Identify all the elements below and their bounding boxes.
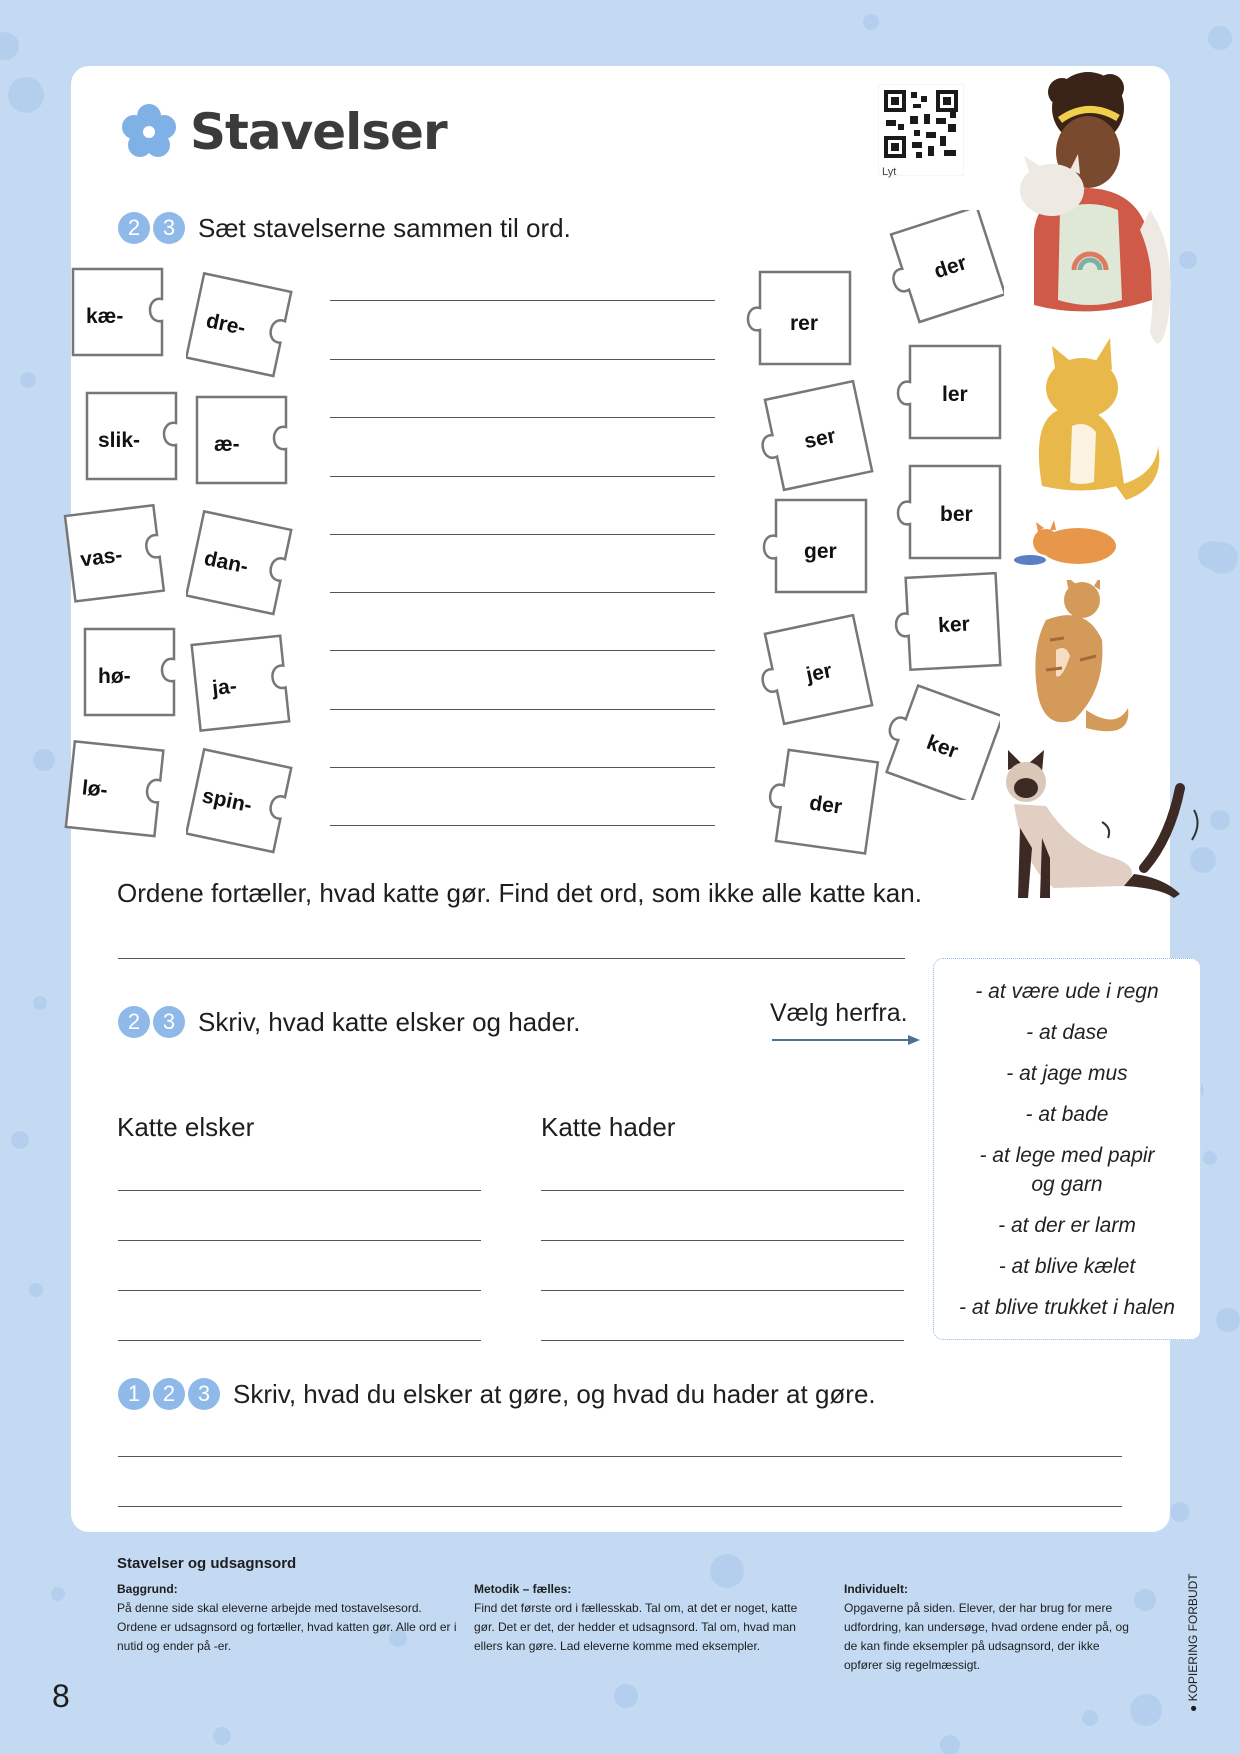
syllable-piece[interactable] (82, 626, 182, 722)
syllable-piece[interactable] (62, 736, 172, 844)
syllable-piece[interactable] (84, 390, 184, 486)
syllable-piece[interactable] (188, 630, 296, 738)
page-title: Stavelser (190, 103, 447, 161)
page-number: 8 (52, 1678, 70, 1714)
task2-header (118, 1006, 581, 1038)
syllable-piece[interactable] (880, 342, 1008, 442)
page-header (118, 100, 447, 164)
task1-instruction: Sæt stavelserne sammen til ord. (198, 212, 571, 243)
answer-line[interactable] (118, 1290, 481, 1291)
footer-column-background (117, 1580, 457, 1656)
syllable-piece[interactable] (748, 744, 882, 856)
answer-line[interactable] (330, 300, 715, 301)
syllable-text: spin- (200, 784, 254, 818)
footer-heading: Metodik – fælles: (474, 1582, 572, 1596)
syllable-text: slik- (98, 429, 141, 452)
footer-text: Opgaverne på siden. Elever, der har brug for mere udfordring, kan undersøge, hvad ordene ender på, og de kan finde eksempler på udsagnsord, der ikke opfører sig regelmæssigt. (844, 1601, 1129, 1672)
choice-item: - at bade (1025, 1103, 1109, 1126)
syllable-text: ber (940, 503, 973, 526)
level-badge: 2 (118, 1006, 150, 1038)
answer-line[interactable] (330, 709, 715, 710)
footer-column-individual (844, 1580, 1134, 1675)
choice-item: - at blive trukket i halen (959, 1296, 1175, 1319)
syllable-piece[interactable] (870, 210, 1004, 328)
copyright-icon: ● (1186, 1701, 1200, 1712)
syllable-piece[interactable] (746, 496, 874, 596)
choice-item: - at lege med papir og garn (979, 1144, 1155, 1196)
choice-item: - at være ude i regn (975, 980, 1159, 1003)
syllable-text: jer (804, 659, 835, 687)
answer-line[interactable] (541, 1340, 904, 1341)
syllable-text: ker (923, 730, 962, 764)
answer-line[interactable] (330, 650, 715, 651)
syllable-piece[interactable] (186, 510, 294, 618)
answer-line[interactable] (330, 476, 715, 477)
copyright-notice: ● KOPIERING FORBUDT (1186, 1573, 1200, 1712)
tabby-cat-illustration (1016, 580, 1136, 746)
syllable-text: ger (804, 540, 837, 563)
qr-code[interactable] (878, 84, 964, 176)
answer-line[interactable] (118, 1456, 1122, 1457)
yellow-cat-illustration (1016, 336, 1166, 512)
answer-line[interactable] (330, 534, 715, 535)
level-badge: 3 (153, 1006, 185, 1038)
syllable-piece[interactable] (186, 748, 294, 856)
footer-heading: Individuelt: (844, 1582, 908, 1596)
answer-line[interactable] (330, 825, 715, 826)
choose-label: Vælg herfra. (770, 999, 908, 1027)
syllable-piece[interactable] (740, 380, 874, 498)
answer-line[interactable] (118, 1190, 481, 1191)
syllable-text: rer (790, 312, 819, 335)
syllable-text: ja- (211, 674, 238, 701)
syllable-piece[interactable] (740, 614, 874, 732)
level-badge: 3 (188, 1378, 220, 1410)
flower-icon (118, 101, 180, 163)
syllable-text: dre- (204, 309, 248, 340)
choice-item: - at jage mus (1006, 1062, 1128, 1085)
answer-line[interactable] (330, 592, 715, 593)
qr-label: Lyt (882, 166, 897, 178)
syllable-piece[interactable] (70, 266, 170, 362)
kitten-eating-illustration (1008, 510, 1130, 572)
answer-line[interactable] (330, 417, 715, 418)
answer-line[interactable] (330, 767, 715, 768)
syllable-text: der (931, 251, 970, 284)
syllable-piece[interactable] (194, 394, 294, 490)
answer-line[interactable] (118, 958, 905, 959)
syllable-piece[interactable] (866, 682, 1000, 800)
syllable-text: der (807, 791, 844, 819)
answer-line[interactable] (330, 359, 715, 360)
footer-title: Stavelser og udsagnsord (117, 1555, 297, 1572)
syllable-piece[interactable] (880, 462, 1008, 562)
task3-header (118, 1378, 876, 1410)
task3-instruction: Skriv, hvad du elsker at gøre, og hvad du hader at gøre. (233, 1378, 876, 1409)
syllable-piece[interactable] (186, 272, 294, 380)
footer-heading: Baggrund: (117, 1582, 178, 1596)
answer-line[interactable] (118, 1240, 481, 1241)
syllable-text: dan- (202, 546, 251, 579)
answer-line[interactable] (541, 1240, 904, 1241)
siamese-cat-illustration (984, 748, 1204, 914)
syllable-text: kæ- (86, 305, 124, 328)
syllable-text: ler (942, 383, 968, 406)
level-badge: 2 (153, 1378, 185, 1410)
choice-item: - at blive kælet (998, 1255, 1136, 1278)
answer-line[interactable] (541, 1190, 904, 1191)
choice-box (933, 958, 1201, 1340)
syllable-piece[interactable] (62, 500, 172, 608)
syllable-text: hø- (98, 665, 131, 688)
col-love-heading: Katte elsker (117, 1112, 255, 1142)
answer-line[interactable] (541, 1290, 904, 1291)
task1-header (118, 212, 571, 244)
footer-column-method (474, 1580, 804, 1656)
syllable-text: vas- (79, 543, 124, 572)
level-badge: 2 (118, 212, 150, 244)
syllable-piece[interactable] (730, 268, 858, 368)
syllable-text: ker (937, 612, 971, 638)
footer-text: På denne side skal eleverne arbejde med tostavelsesord. Ordene er udsagnsord og fortæller, hvad katten gør. Alle ord er i nutid og ender på -er. (117, 1601, 457, 1653)
arrow-right-icon (770, 1032, 922, 1048)
level-badge: 3 (153, 212, 185, 244)
answer-line[interactable] (118, 1506, 1122, 1507)
level-badge: 1 (118, 1378, 150, 1410)
girl-with-cat-illustration (1000, 70, 1190, 370)
footer-text: Find det første ord i fællesskab. Tal om, at det er noget, katte gør. Det er det, der hedder et udsagnsord. Tal om, hvad man ellers kan gøre. Lad eleverne komme med eksempler. (474, 1601, 798, 1653)
syllable-text: æ- (214, 433, 240, 456)
task1b-instruction: Ordene fortæller, hvad katte gør. Find det ord, som ikke alle katte kan. (117, 878, 922, 908)
answer-line[interactable] (118, 1340, 481, 1341)
syllable-text: lø- (80, 776, 109, 802)
col-hate-heading: Katte hader (541, 1112, 676, 1142)
syllable-piece[interactable] (878, 572, 1006, 672)
choice-item: - at der er larm (998, 1214, 1136, 1237)
task2-instruction: Skriv, hvad katte elsker og hader. (198, 1006, 581, 1037)
choice-item: - at dase (1026, 1021, 1108, 1044)
syllable-text: ser (802, 424, 838, 454)
